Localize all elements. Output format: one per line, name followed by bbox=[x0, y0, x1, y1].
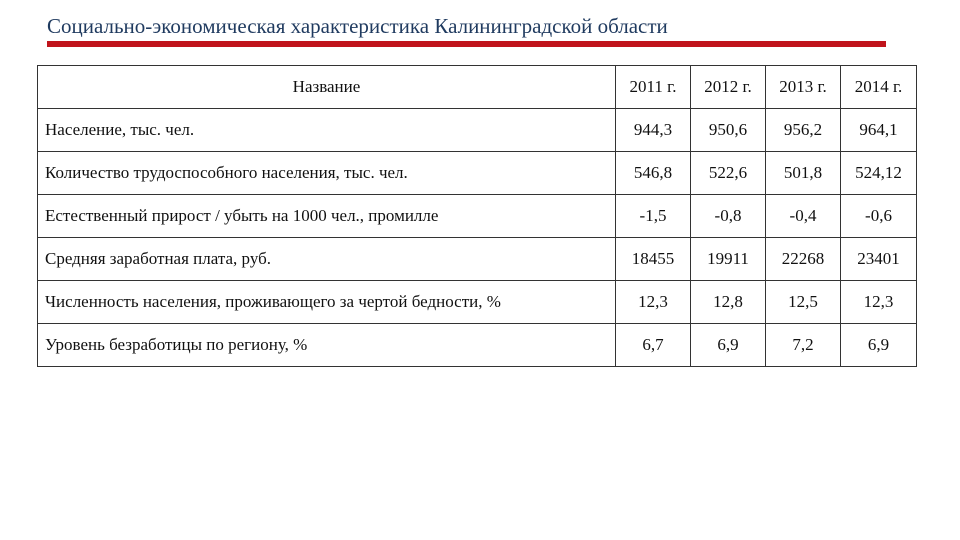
header-year-2012: 2012 г. bbox=[691, 66, 766, 109]
table-header-row bbox=[38, 66, 917, 109]
cell-2013: 12,5 bbox=[766, 281, 841, 324]
cell-2012: 12,8 bbox=[691, 281, 766, 324]
cell-2012: 19911 bbox=[691, 238, 766, 281]
cell-2014: -0,6 bbox=[841, 195, 917, 238]
cell-2012: 522,6 bbox=[691, 152, 766, 195]
row-label: Население, тыс. чел. bbox=[38, 109, 616, 152]
cell-2011: -1,5 bbox=[616, 195, 691, 238]
cell-2013: 501,8 bbox=[766, 152, 841, 195]
cell-2011: 944,3 bbox=[616, 109, 691, 152]
table-row-natural-growth bbox=[38, 195, 917, 238]
header-year-2014: 2014 г. bbox=[841, 66, 917, 109]
row-label: Уровень безработицы по региону, % bbox=[38, 324, 616, 367]
cell-2011: 6,7 bbox=[616, 324, 691, 367]
table-row-average-salary bbox=[38, 238, 917, 281]
table-row-working-age bbox=[38, 152, 917, 195]
cell-2012: -0,8 bbox=[691, 195, 766, 238]
header-year-2011: 2011 г. bbox=[616, 66, 691, 109]
slide-title: Социально-экономическая характеристика Калининградской области bbox=[47, 14, 668, 38]
row-label: Естественный прирост / убыть на 1000 чел., промилле bbox=[38, 195, 616, 238]
cell-2014: 6,9 bbox=[841, 324, 917, 367]
table-row-population bbox=[38, 109, 917, 152]
cell-2013: 7,2 bbox=[766, 324, 841, 367]
row-label: Численность населения, проживающего за чертой бедности, % bbox=[38, 281, 616, 324]
row-label: Количество трудоспособного населения, тыс. чел. bbox=[38, 152, 616, 195]
cell-2014: 23401 bbox=[841, 238, 917, 281]
row-label: Средняя заработная плата, руб. bbox=[38, 238, 616, 281]
cell-2013: -0,4 bbox=[766, 195, 841, 238]
cell-2014: 12,3 bbox=[841, 281, 917, 324]
cell-2013: 22268 bbox=[766, 238, 841, 281]
header-name: Название bbox=[38, 66, 616, 109]
indicators-table bbox=[37, 65, 917, 367]
header-year-2013: 2013 г. bbox=[766, 66, 841, 109]
cell-2014: 524,12 bbox=[841, 152, 917, 195]
cell-2012: 950,6 bbox=[691, 109, 766, 152]
table-row-poverty bbox=[38, 281, 917, 324]
cell-2011: 12,3 bbox=[616, 281, 691, 324]
cell-2014: 964,1 bbox=[841, 109, 917, 152]
cell-2011: 546,8 bbox=[616, 152, 691, 195]
cell-2011: 18455 bbox=[616, 238, 691, 281]
cell-2012: 6,9 bbox=[691, 324, 766, 367]
table-row-unemployment bbox=[38, 324, 917, 367]
cell-2013: 956,2 bbox=[766, 109, 841, 152]
title-underline bbox=[47, 41, 886, 47]
